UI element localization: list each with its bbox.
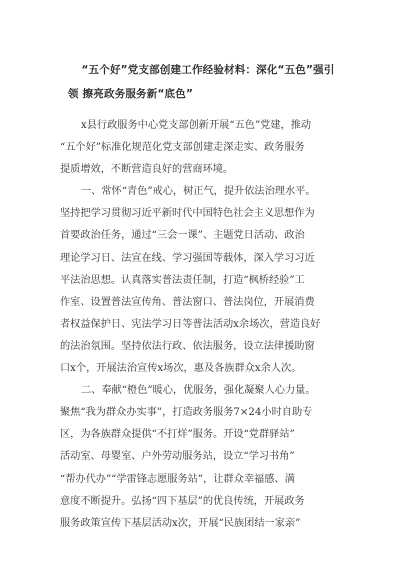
paragraph-line: 聚焦“我为群众办实事”，打造政务服务7×24小时自助专 bbox=[60, 407, 313, 419]
paragraph-line: x县行政服务中心党支部创新开展“五色”党建，推动 bbox=[81, 120, 312, 131]
section-heading-line: 一、常怀“青色”戒心，树正气，提升依法治理水平。 bbox=[81, 186, 316, 198]
section-heading-line: 二、奉献“橙色”暖心，优服务，强化凝聚人心力量。 bbox=[81, 385, 316, 397]
paragraph-line: “帮办代办”“学雷锋志愿服务站”，让群众幸福感、满 bbox=[60, 473, 295, 485]
paragraph-line: 者权益保护日、宪法学习日等普法活动x余场次，营造良好 bbox=[60, 318, 321, 330]
paragraph-line: “五个好”标准化规范化党支部创建走深走实、政务服务 bbox=[60, 142, 305, 154]
paragraph-section-1 bbox=[60, 181, 356, 380]
paragraph-intro bbox=[60, 115, 356, 181]
document-body bbox=[60, 115, 356, 535]
paragraph-line: 作室、设置普法宣传角、普法窗口、普法岗位，开展消费 bbox=[60, 296, 315, 308]
paragraph-section-2 bbox=[60, 380, 356, 535]
paragraph-line: 活动室、母婴室、户外劳动服务站，设立“学习书角” bbox=[60, 451, 295, 463]
paragraph-line: 理论学习日、法宣在线、学习强国等载体，深入学习习近 bbox=[60, 252, 315, 264]
title-line: “五个好”党支部创建工作经验材料：深化“五色”强引 bbox=[81, 64, 335, 76]
paragraph-line: 首要政治任务，通过“三会一课”、主题党日活动、政治 bbox=[60, 230, 305, 242]
paragraph-line: 服务政策宣传下基层活动x次，开展“民族团结一家亲” bbox=[60, 517, 301, 529]
paragraph-line: 口x个，开展法治宣传x场次，惠及各族群众x余人次。 bbox=[60, 363, 302, 375]
paragraph-line: 坚持把学习贯彻习近平新时代中国特色社会主义思想作为 bbox=[60, 208, 315, 220]
paragraph-line: 的法治氛围。坚持依法行政、依法服务，设立法律援助窗 bbox=[60, 340, 315, 352]
paragraph-line: 意度不断提升。弘扬“四下基层”的优良传统，开展政务 bbox=[60, 495, 305, 507]
paragraph-line: 区，为各族群众提供“不打烊”服务。开设“党群驿站” bbox=[60, 429, 295, 441]
paragraph-line: 提质增效，不断营造良好的营商环境。 bbox=[60, 164, 234, 176]
document-title bbox=[58, 58, 358, 106]
paragraph-line: 平法治思想。认真落实普法责任制，打造“枫桥经验”工 bbox=[60, 274, 305, 286]
title-line: 领 擦亮政务服务新“底色” bbox=[68, 88, 194, 100]
